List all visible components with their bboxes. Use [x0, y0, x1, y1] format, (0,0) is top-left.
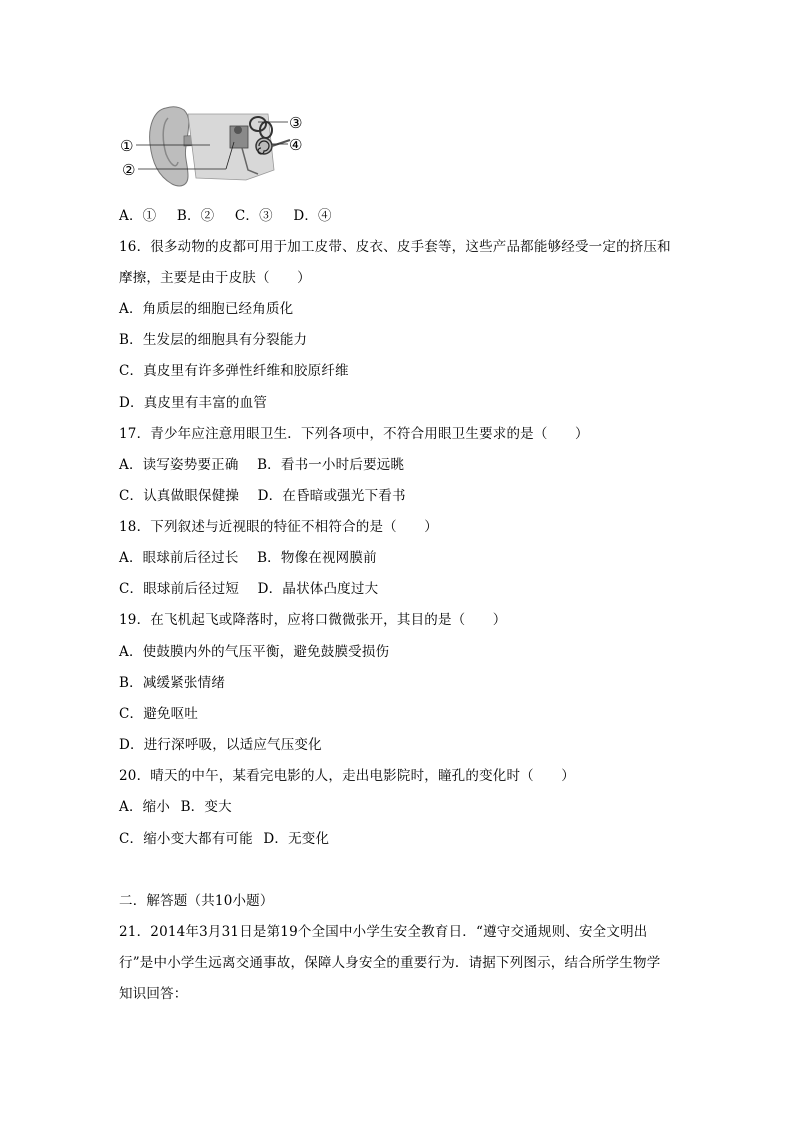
q15-option-c[interactable]: C．③: [234, 208, 273, 224]
q21-line1: 21．2014年3月31日是第19个全国中小学生安全教育日．“遵守交通规则、安全文明出: [119, 924, 648, 940]
figure-label-4: ④: [289, 136, 303, 154]
q21-line3: 知识回答：: [119, 986, 188, 1002]
q18-option-c[interactable]: C．眼球前后径过短: [119, 581, 240, 597]
q18-option-d[interactable]: D．晶状体凸度过大: [257, 581, 379, 597]
q20-option-a[interactable]: A．缩小: [119, 799, 171, 815]
q16-stem-line1: 16．很多动物的皮都可用于加工皮带、皮衣、皮手套等，这些产品都能够经受一定的挤压和: [119, 239, 671, 255]
q17-options-row2: [119, 486, 420, 506]
q16-stem-line2: 摩擦，主要是由于皮肤（ ）: [119, 270, 311, 286]
figure-label-1: ①: [120, 137, 134, 155]
q17-option-c[interactable]: C．认真做眼保健操: [119, 488, 240, 504]
section2-title: 二．解答题（共10小题）: [119, 893, 274, 909]
q17-option-a[interactable]: A．读写姿势要正确: [119, 457, 239, 473]
q20-options-row2: [119, 829, 343, 849]
ear-structure-figure: [118, 100, 318, 188]
q21-line2: 行”是中小学生远离交通事故，保障人身安全的重要行为．请据下列图示，结合所学生物学: [119, 955, 661, 971]
q20-option-c[interactable]: C．缩小变大都有可能: [119, 831, 253, 847]
q18-option-a[interactable]: A．眼球前后径过长: [119, 550, 239, 566]
q16-option-a[interactable]: A．角质层的细胞已经角质化: [119, 301, 294, 317]
figure-label-3: ③: [289, 114, 303, 132]
q20-option-d[interactable]: D．无变化: [263, 831, 330, 847]
q18-stem: 18．下列叙述与近视眼的特征不相符合的是（ ）: [119, 519, 438, 535]
q16-option-c[interactable]: C．真皮里有许多弹性纤维和胶原纤维: [119, 363, 349, 379]
q20-options-row1: [119, 797, 246, 817]
q15-option-d[interactable]: D．④: [293, 208, 332, 224]
q19-option-b[interactable]: B．减缓紧张情绪: [119, 675, 226, 691]
q17-stem: 17．青少年应注意用眼卫生．下列各项中，不符合用眼卫生要求的是（ ）: [119, 426, 589, 442]
q19-stem: 19．在飞机起飞或降落时，应将口微微张开，其目的是（ ）: [119, 612, 507, 628]
q17-options-row1: [119, 455, 418, 475]
q19-option-c[interactable]: C．避免呕吐: [119, 706, 199, 722]
figure-label-2: ②: [122, 161, 136, 179]
q20-stem: 20．晴天的中午，某看完电影的人，走出电影院时，瞳孔的变化时（ ）: [119, 768, 575, 784]
q18-options-row2: [119, 579, 392, 599]
q17-option-b[interactable]: B．看书一小时后要远眺: [257, 457, 405, 473]
q15-option-a[interactable]: A．①: [119, 208, 157, 224]
q16-option-b[interactable]: B．生发层的细胞具有分裂能力: [119, 332, 308, 348]
q16-option-d[interactable]: D．真皮里有丰富的血管: [119, 395, 268, 411]
q19-option-d[interactable]: D．进行深呼吸，以适应气压变化: [119, 737, 322, 753]
q17-option-d[interactable]: D．在昏暗或强光下看书: [257, 488, 406, 504]
q19-option-a[interactable]: A．使鼓膜内外的气压平衡，避免鼓膜受损伤: [119, 644, 390, 660]
q18-option-b[interactable]: B．物像在视网膜前: [257, 550, 377, 566]
q18-options-row1: [119, 548, 391, 568]
q15-options: [119, 206, 348, 226]
q20-option-b[interactable]: B．变大: [180, 799, 232, 815]
q15-option-b[interactable]: B．②: [176, 208, 215, 224]
